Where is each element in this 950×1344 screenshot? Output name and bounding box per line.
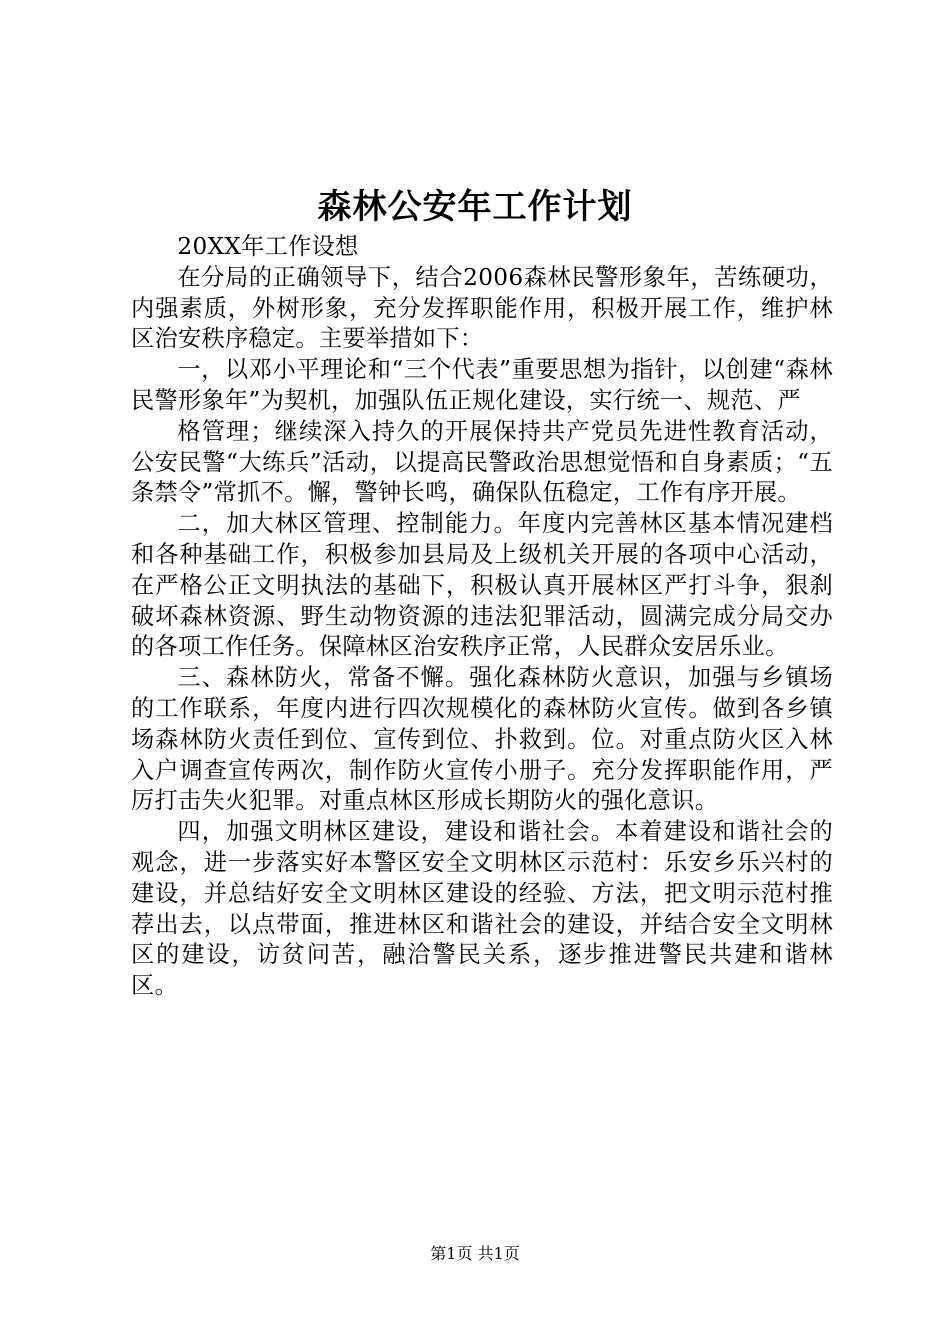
paragraph-intro: 在分局的正确领导下，结合2006森林民警形象年，苦练硬功，内强素质，外树形象，充分发挥职能作用，积极开展工作，维护林区治安秩序稳定。主要举措如下： <box>131 263 833 353</box>
paragraph-item-1-continued: 格管理；继续深入持久的开展保持共产党员先进性教育活动，公安民警“大练兵”活动，以提高民警政治思想觉悟和自身素质；“五条禁令”常抓不。懈，警钟长鸣，确保队伍稳定，工作有序开展。 <box>131 417 833 507</box>
paragraph-item-2: 二，加大林区管理、控制能力。年度内完善林区基本情况建档和各种基础工作，积极参加县局及上级机关开展的各项中心活动，在严格公正文明执法的基础下，积极认真开展林区严打斗争，狠刹破坏森林资源、野生动物资源的违法犯罪活动，圆满完成分局交办的各项工作任务。保障林区治安秩序正常，人民群众安居乐业。 <box>131 510 833 661</box>
document-body <box>131 232 833 1002</box>
page-footer: 第1页 共1页 <box>430 1244 520 1263</box>
paragraph-item-3: 三、森林防火，常备不懈。强化森林防火意识，加强与乡镇场的工作联系，年度内进行四次规模化的森林防火宣传。做到各乡镇场森林防火责任到位、宣传到位、扑救到。位。对重点防火区入林入户调查宣传两次，制作防火宣传小册子。充分发挥职能作用，严厉打击失火犯罪。对重点林区形成长期防火的强化意识。 <box>131 664 833 815</box>
paragraph-item-1: 一，以邓小平理论和“三个代表”重要思想为指针，以创建“森林民警形象年”为契机，加强队伍正规化建设，实行统一、规范、严 <box>131 356 833 414</box>
paragraph-heading: 20XX年工作设想 <box>177 233 359 260</box>
document-title: 森林公安年工作计划 <box>317 187 633 227</box>
paragraph-item-4: 四，加强文明林区建设，建设和谐社会。本着建设和谐社会的观念，进一步落实好本警区安全文明林区示范村：乐安乡乐兴村的建设，并总结好安全文明林区建设的经验、方法，把文明示范村推荐出去，以点带面，推进林区和谐社会的建设，并结合安全文明林区的建设，访贫问苦，融洽警民关系，逐步推进警民共建和谐林区。 <box>131 818 833 1000</box>
